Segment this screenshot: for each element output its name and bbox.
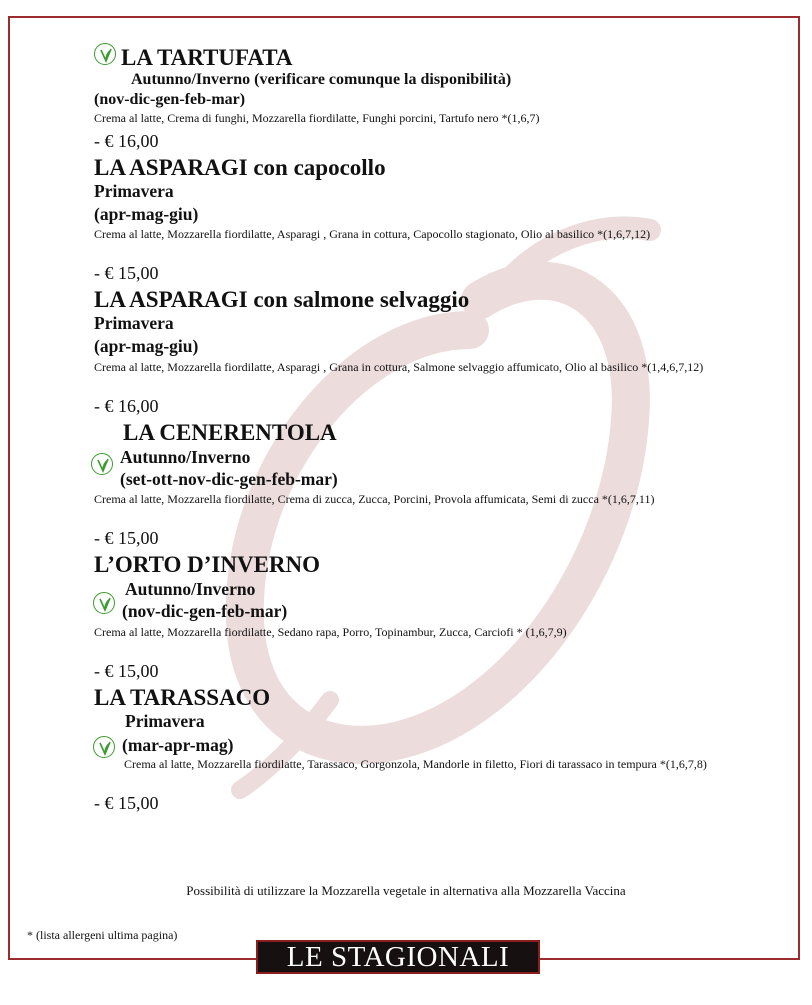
item-months: (apr-mag-giu): [94, 336, 199, 356]
item-price: - € 16,00: [94, 131, 159, 151]
item-months: (apr-mag-giu): [94, 204, 199, 224]
item-title: L’ORTO D’INVERNO: [94, 552, 321, 577]
item-price: - € 15,00: [94, 528, 159, 548]
item-title: LA ASPARAGI con salmone selvaggio: [94, 287, 470, 312]
item-title: LA TARASSACO: [94, 685, 271, 710]
vegetarian-leaf-icon: [93, 592, 115, 614]
item-season: Primavera: [94, 313, 174, 333]
item-months: (set-ott-nov-dic-gen-feb-mar): [120, 469, 338, 489]
item-title: LA CENERENTOLA: [123, 420, 337, 445]
mozzarella-note: Possibilità di utilizzare la Mozzarella vegetale in alternativa alla Mozzarella Vaccina: [186, 883, 626, 898]
item-season: Primavera: [94, 181, 174, 201]
item-title: LA ASPARAGI con capocollo: [94, 155, 386, 180]
item-months: (mar-apr-mag): [122, 735, 234, 755]
allergen-footnote: * (lista allergeni ultima pagina): [27, 928, 178, 942]
item-ingredients: Crema al latte, Crema di funghi, Mozzarella fiordilatte, Funghi porcini, Tartufo nero *(1,6,7): [94, 111, 540, 125]
item-price: - € 16,00: [94, 396, 159, 416]
item-price: - € 15,00: [94, 263, 159, 283]
item-months: (nov-dic-gen-feb-mar): [94, 91, 246, 108]
item-title: LA TARTUFATA: [121, 45, 293, 70]
item-ingredients: Crema al latte, Mozzarella fiordilatte, Asparagi , Grana in cottura, Salmone selvaggio affumicato, Olio al basilico *(1,4,6,7,12): [94, 360, 704, 374]
item-season: Autunno/Inverno: [125, 579, 256, 599]
item-season: Primavera: [125, 711, 205, 731]
item-ingredients: Crema al latte, Mozzarella fiordilatte, Crema di zucca, Zucca, Porcini, Provola affumicata, Semi di zucca *(1,6,7,11): [94, 492, 655, 506]
item-ingredients: Crema al latte, Mozzarella fiordilatte, Asparagi , Grana in cottura, Capocollo stagionato, Olio al basilico *(1,6,7,12): [94, 227, 651, 241]
item-ingredients: Crema al latte, Mozzarella fiordilatte, Tarassaco, Gorgonzola, Mandorle in filetto, Fiori di tarassaco in tempura *(1,6,7,8): [124, 757, 707, 771]
item-season: Autunno/Inverno (verificare comunque la disponibilità): [131, 71, 512, 88]
vegetarian-leaf-icon: [94, 43, 116, 65]
section-banner: LE STAGIONALI: [256, 940, 540, 974]
item-price: - € 15,00: [94, 793, 159, 813]
item-price: - € 15,00: [94, 661, 159, 681]
item-season: Autunno/Inverno: [120, 447, 251, 467]
item-months: (nov-dic-gen-feb-mar): [122, 601, 288, 621]
vegetarian-leaf-icon: [93, 736, 115, 758]
vegetarian-leaf-icon: [91, 453, 113, 475]
item-ingredients: Crema al latte, Mozzarella fiordilatte, Sedano rapa, Porro, Topinambur, Zucca, Carciofi * (1,6,7,9): [94, 625, 567, 639]
